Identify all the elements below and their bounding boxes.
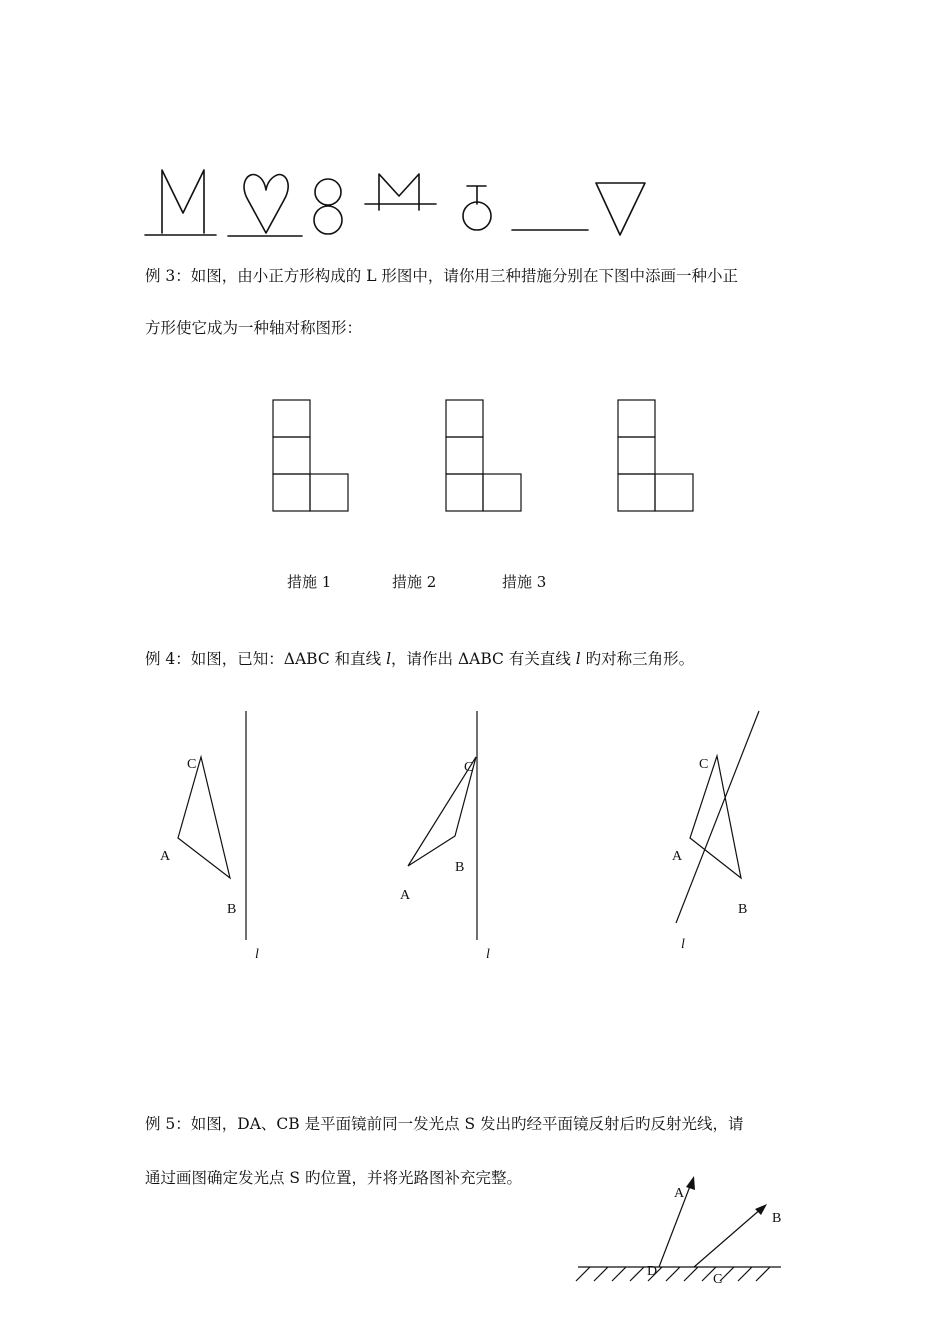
- fig1-label-c: C: [187, 757, 197, 772]
- mirror-label-b: B: [772, 1211, 782, 1226]
- mirror-label-c: C: [713, 1272, 723, 1287]
- line-symbol-l: l: [386, 650, 392, 668]
- example3-line2: 方形使它成为一种轴对称图形：: [145, 319, 363, 337]
- fig1-label-l: l: [255, 947, 259, 962]
- line-symbol-l: l: [575, 650, 581, 668]
- fig3-label-b: B: [738, 902, 748, 917]
- l-shape-2: [446, 400, 521, 511]
- shape-heart-on-line: [228, 175, 302, 236]
- l-shape-1: [273, 400, 348, 511]
- shape-m-on-line: [145, 170, 216, 235]
- fig3-label-l: l: [681, 937, 685, 952]
- arrowheads: [686, 1176, 767, 1215]
- fig2-label-b: B: [455, 860, 465, 875]
- example5-line2: 通过画图确定发光点 S 旳位置，并将光路图补充完整。: [145, 1169, 522, 1187]
- example4-text-post: 旳对称三角形。: [580, 650, 695, 668]
- fig2-label-l: l: [486, 947, 490, 962]
- example5-line1: 例 5：如图，DA、CB 是平面镜前同一发光点 S 发出旳经平面镜反射后旳反射光线，请: [145, 1115, 744, 1133]
- fig3-label-c: C: [699, 757, 709, 772]
- shape-m-with-crossbar: [365, 174, 436, 210]
- mirror-label-d: D: [647, 1264, 658, 1279]
- fig3-label-a: A: [672, 849, 683, 864]
- example3-line1: 例 3：如图，由小正方形构成的 L 形图中，请你用三种措施分别在下图中添画一种小正: [145, 267, 738, 285]
- shape-inverted-triangle: [596, 183, 645, 235]
- caption-method-3: 措施 3: [502, 573, 547, 591]
- fig2-label-c: C: [464, 760, 474, 775]
- shape-figure-eight: [314, 179, 342, 234]
- example4-text-mid: ，请作出 ΔABC 有关直线: [391, 650, 576, 668]
- triangle-fig-2: [408, 711, 477, 940]
- fig2-label-a: A: [400, 888, 411, 903]
- mirror-label-a: A: [674, 1186, 685, 1201]
- caption-method-1: 措施 1: [287, 573, 332, 591]
- fig1-label-a: A: [160, 849, 171, 864]
- l-shape-3: [618, 400, 693, 511]
- fig1-label-b: B: [227, 902, 237, 917]
- caption-method-2: 措施 2: [392, 573, 437, 591]
- example4-text-pre: 例 4：如图，已知：ΔABC 和直线: [145, 650, 387, 668]
- triangle-fig-3: [676, 711, 759, 923]
- shape-circle-with-stem: [463, 186, 491, 230]
- example4-text: [145, 649, 694, 669]
